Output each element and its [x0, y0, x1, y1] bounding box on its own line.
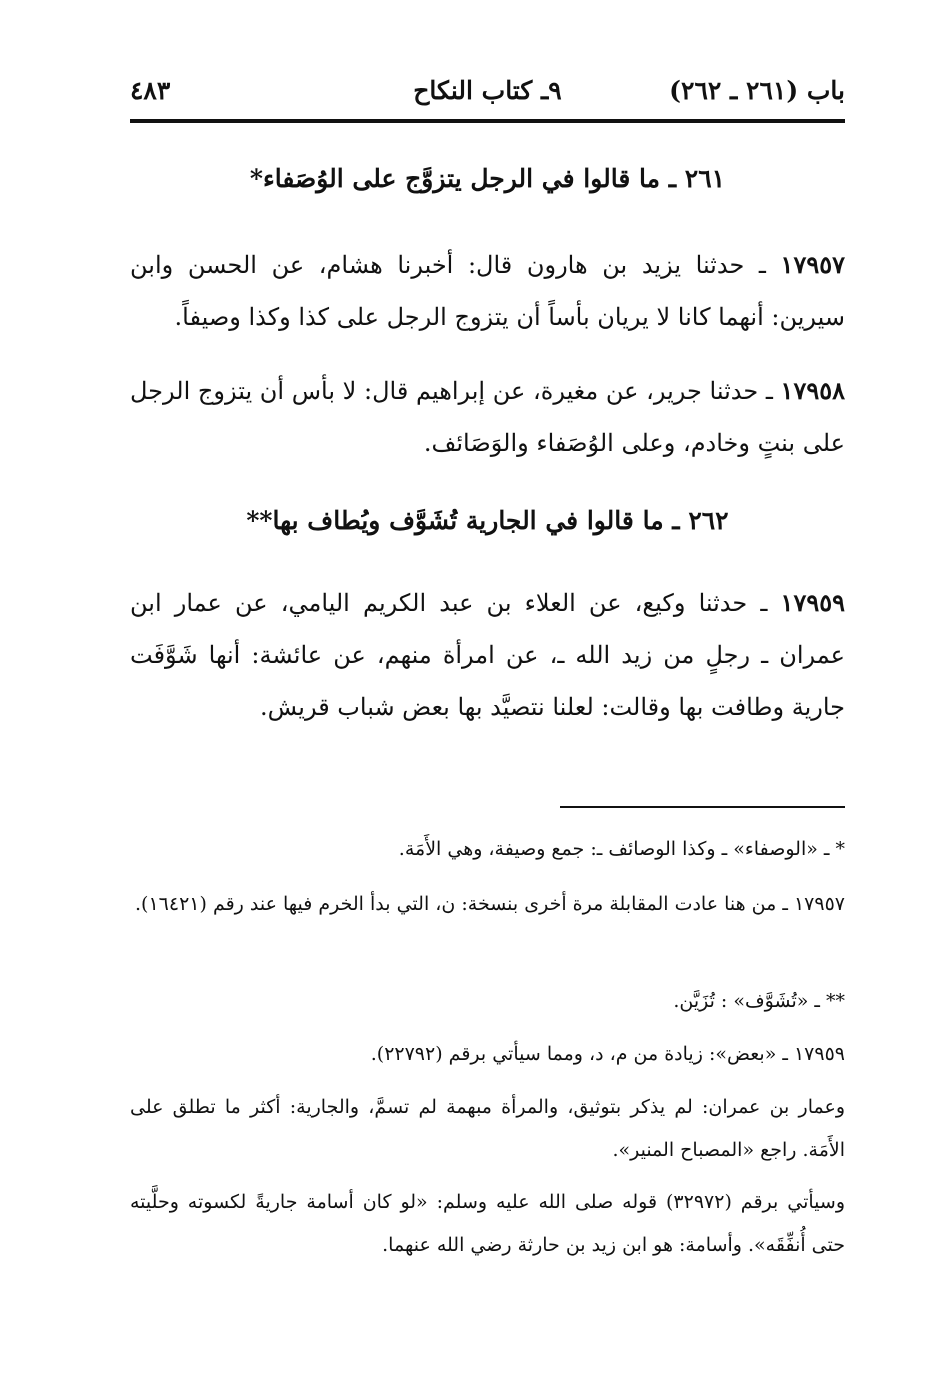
- footnote-separator: [560, 806, 845, 808]
- page-header: [130, 66, 845, 110]
- entry-17957: [130, 239, 845, 343]
- footnote-ammar: وعمار بن عمران: لم يذكر بتوثيق، والمرأة مبهمة لم تسمَّ، والجارية: أكثر ما تطلق على الأَمَة. راجع «المصباح المنير».: [130, 1096, 845, 1161]
- footnote-tushawwaf: ** ـ «تُشَوَّف» : تُزَيَّن.: [673, 990, 845, 1012]
- entry-number: ١٧٩٥٨: [780, 376, 845, 405]
- entry-number: ١٧٩٥٩: [780, 588, 845, 617]
- footnote-usama: وسيأتي برقم (٣٢٩٧٢) قوله صلى الله عليه وسلم: «لو كان أسامة جاريةً لكسوته وحلَّيته حتى أُنفِّقَه». وأسامة: هو ابن زيد بن حارثة رضي الله عنهما.: [130, 1191, 845, 1256]
- entry-17959: [130, 577, 845, 733]
- header-rule: [130, 119, 845, 123]
- page-number: ٤٨٣: [130, 76, 171, 105]
- entry-text: ـ حدثنا يزيد بن هارون قال: أخبرنا هشام، عن الحسن وابن سيرين: أنهما كانا لا يريان بأساً أن يتزوج الرجل على كذا وكذا وصيفاً.: [130, 251, 845, 331]
- entry-17958: [130, 365, 845, 469]
- section-heading-261: ٢٦١ ـ ما قالوا في الرجل يتزوَّج على الوُصَفاء*: [249, 164, 726, 193]
- footnote-17957: ١٧٩٥٧ ـ من هنا عادت المقابلة مرة أخرى بنسخة: ن، التي بدأ الخرم فيها عند رقم (١٦٤٢١).: [135, 893, 845, 915]
- section-heading-262: ٢٦٢ ـ ما قالوا في الجارية تُشَوَّف ويُطاف بها**: [246, 506, 729, 535]
- entry-text: ـ حدثنا وكيع، عن العلاء بن عبد الكريم اليامي، عن عمار ابن عمران ـ رجلٍ من زيد الله ـ، عن امرأة منهم، عن عائشة: أنها شَوَّفَت جارية وطافت بها وقالت: لعلنا نتصيَّد بها بعض شباب قريش.: [130, 589, 845, 721]
- chapter-range: باب (٢٦١ ـ ٢٦٢): [669, 76, 845, 105]
- footnote-wusafa: * ـ «الوصفاء» ـ وكذا الوصائف ـ: جمع وصيفة، وهي الأَمَة.: [398, 838, 845, 860]
- entry-text: ـ حدثنا جرير، عن مغيرة، عن إبراهيم قال: لا بأس أن يتزوج الرجل على بنتٍ وخادم، وعلى الوُصَفاء والوَصَائف.: [130, 377, 845, 457]
- book-title: ٩ـ كتاب النكاح: [413, 76, 562, 105]
- entry-number: ١٧٩٥٧: [780, 250, 845, 279]
- footnote-17959: ١٧٩٥٩ ـ «بعض»: زيادة من م، د، ومما سيأتي برقم (٢٢٧٩٢).: [370, 1043, 845, 1065]
